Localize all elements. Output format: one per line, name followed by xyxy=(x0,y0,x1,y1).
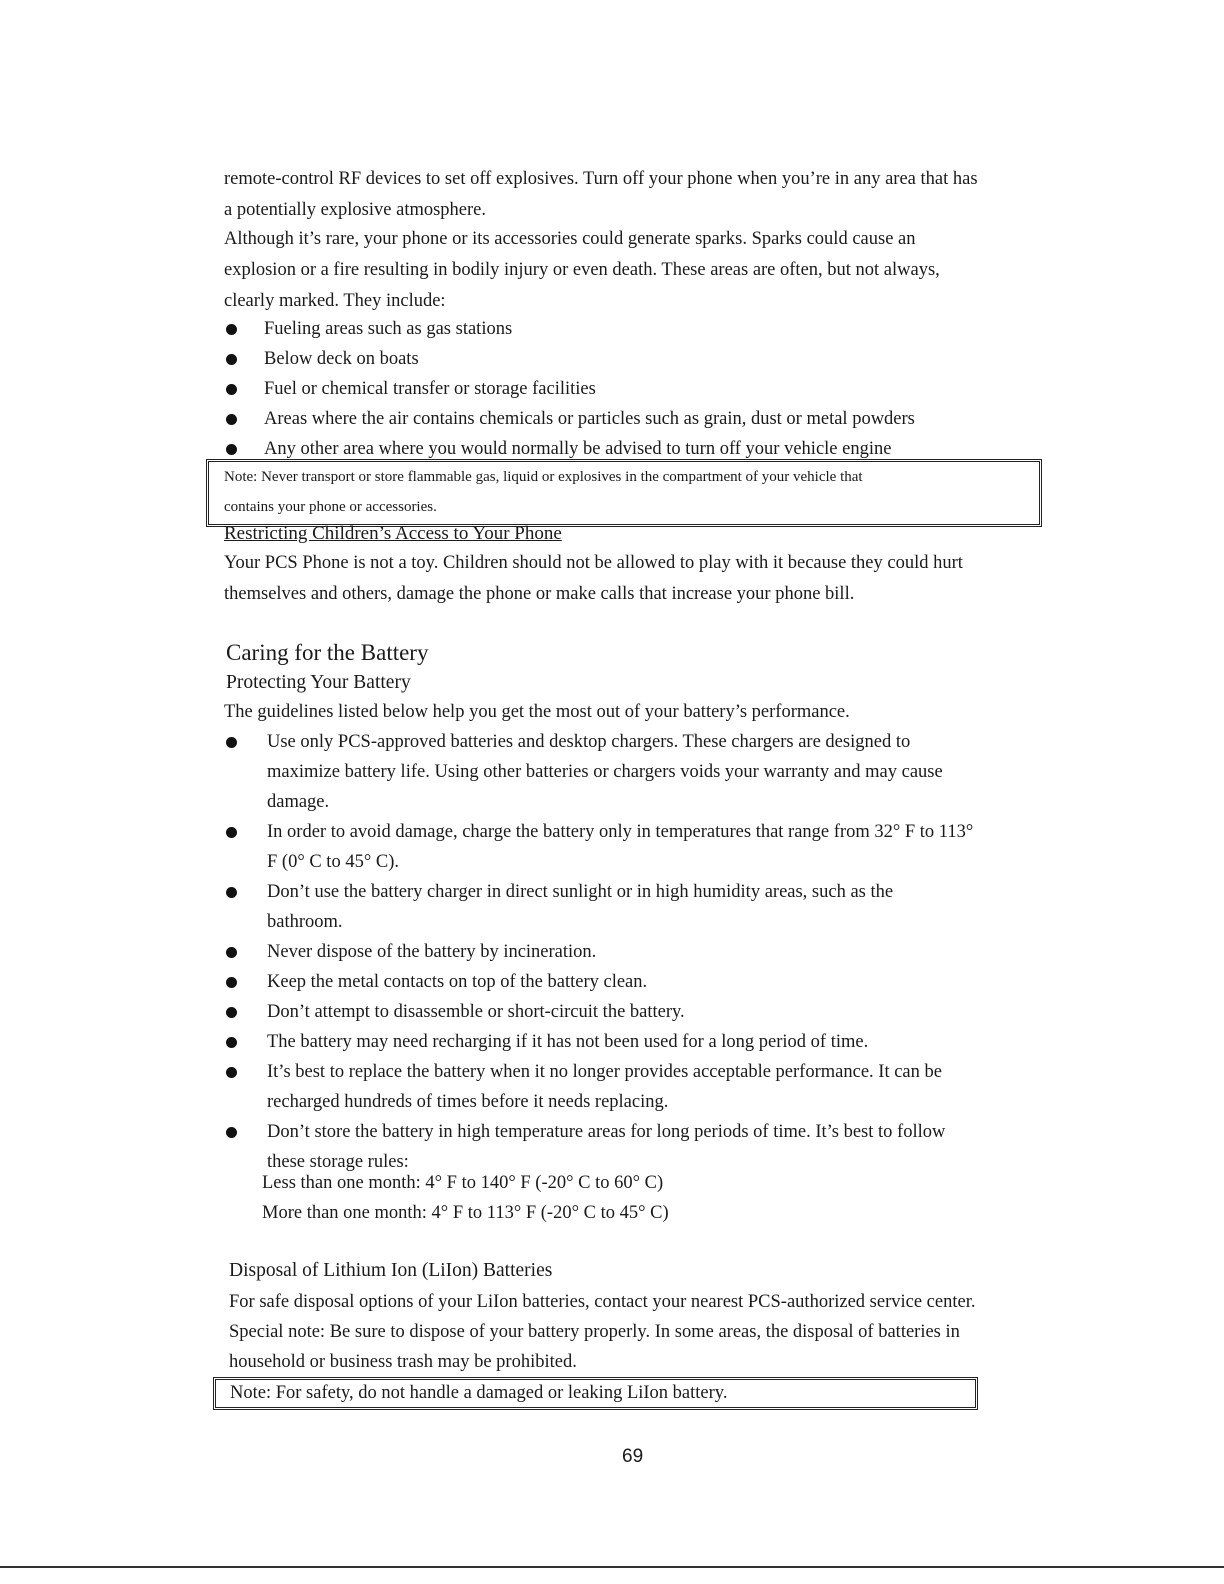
text-line: Special note: Be sure to dispose of your battery properly. In some areas, the disposal of batteries in xyxy=(229,1322,960,1342)
bullet-icon xyxy=(226,414,237,425)
page-bottom-rule xyxy=(0,1566,1224,1568)
note-line: Note: Never transport or store flammable gas, liquid or explosives in the compartment of your vehicle that xyxy=(224,469,863,485)
bullet-icon xyxy=(226,324,237,335)
bullet-icon xyxy=(226,977,237,988)
list-item-text: Fueling areas such as gas stations xyxy=(264,319,513,339)
battery-intro: The guidelines listed below help you get the most out of your battery’s performance. xyxy=(224,702,850,722)
text-line: clearly marked. They include: xyxy=(224,291,446,311)
text-line: maximize battery life. Using other batteries or chargers voids your warranty and may cause xyxy=(267,762,943,782)
list-item-text: Below deck on boats xyxy=(264,349,419,369)
list-item-text: Areas where the air contains chemicals or particles such as grain, dust or metal powders xyxy=(264,409,915,429)
list-item xyxy=(224,997,1044,1027)
text-line: Use only PCS-approved batteries and desktop chargers. These chargers are designed to xyxy=(267,732,911,752)
storage-rule: Less than one month: 4° F to 140° F (-20° C to 60° C) xyxy=(262,1173,664,1193)
text-line: Don’t attempt to disassemble or short-circuit the battery. xyxy=(267,1002,685,1022)
list-item xyxy=(224,344,1044,374)
section-title: Caring for the Battery xyxy=(226,640,429,665)
bullet-icon xyxy=(226,947,237,958)
list-item xyxy=(224,817,1044,877)
text-line: Don’t use the battery charger in direct sunlight or in high humidity areas, such as the xyxy=(267,882,894,902)
bullet-icon xyxy=(226,1037,237,1048)
text-line: explosion or a fire resulting in bodily injury or even death. These areas are often, but not always, xyxy=(224,260,940,280)
page-number: 69 xyxy=(622,1446,644,1467)
list-item-text: Any other area where you would normally be advised to turn off your vehicle engine xyxy=(264,439,892,459)
bullet-icon xyxy=(226,1067,237,1078)
bullet-icon xyxy=(226,737,237,748)
text-line: remote-control RF devices to set off explosives. Turn off your phone when you’re in any area that has xyxy=(224,169,978,189)
storage-rule: More than one month: 4° F to 113° F (-20° C to 45° C) xyxy=(262,1203,669,1223)
storage-rules xyxy=(262,1168,1022,1228)
list-item xyxy=(224,404,1044,434)
text-line: The battery may need recharging if it has not been used for a long period of time. xyxy=(267,1032,869,1052)
text-line: Your PCS Phone is not a toy. Children should not be allowed to play with it because they could hurt xyxy=(224,553,963,573)
list-item xyxy=(224,937,1044,967)
note-line: Note: For safety, do not handle a damaged or leaking LiIon battery. xyxy=(230,1383,728,1403)
disposal-heading: Disposal of Lithium Ion (LiIon) Batteries xyxy=(229,1260,553,1281)
text-line: F (0° C to 45° C). xyxy=(267,852,399,872)
bullet-icon xyxy=(226,384,237,395)
list-item xyxy=(224,967,1044,997)
text-line: Don’t store the battery in high temperature areas for long periods of time. It’s best to follow xyxy=(267,1122,946,1142)
children-section xyxy=(224,520,1044,548)
sparks-paragraph xyxy=(224,224,1044,317)
bullet-icon xyxy=(226,1007,237,1018)
text-line: In order to avoid damage, charge the battery only in temperatures that range from 32° F to 113° xyxy=(267,822,974,842)
bullet-icon xyxy=(226,444,237,455)
list-item xyxy=(224,727,1044,817)
bullet-icon xyxy=(226,887,237,898)
section-heading: Restricting Children’s Access to Your Phone xyxy=(224,523,562,544)
disposal-paragraph xyxy=(229,1287,1059,1377)
bullet-icon xyxy=(226,354,237,365)
text-line: themselves and others, damage the phone or make calls that increase your phone bill. xyxy=(224,584,855,604)
text-line: Although it’s rare, your phone or its accessories could generate sparks. Sparks could cause an xyxy=(224,229,916,249)
list-item xyxy=(224,374,1044,404)
text-line: household or business trash may be prohibited. xyxy=(229,1352,577,1372)
list-item xyxy=(224,1027,1044,1057)
subsection-title: Protecting Your Battery xyxy=(226,672,411,693)
text-line: For safe disposal options of your LiIon batteries, contact your nearest PCS-authorized service center. xyxy=(229,1292,976,1312)
hazard-area-list xyxy=(224,314,1044,464)
lilon-note-box xyxy=(213,1377,978,1410)
bullet-icon xyxy=(226,1127,237,1138)
list-item xyxy=(224,877,1044,937)
text-line: bathroom. xyxy=(267,912,343,932)
bullet-icon xyxy=(226,827,237,838)
text-line: recharged hundreds of times before it needs replacing. xyxy=(267,1092,669,1112)
list-item-text: Fuel or chemical transfer or storage facilities xyxy=(264,379,596,399)
vehicle-note-box xyxy=(206,459,1042,527)
note-line: contains your phone or accessories. xyxy=(224,499,437,515)
text-line: a potentially explosive atmosphere. xyxy=(224,200,487,220)
children-paragraph xyxy=(224,548,1044,610)
text-line: It’s best to replace the battery when it no longer provides acceptable performance. It can be xyxy=(267,1062,942,1082)
battery-guidelines-list xyxy=(224,727,1044,1177)
text-line: damage. xyxy=(267,792,330,812)
text-line: Keep the metal contacts on top of the battery clean. xyxy=(267,972,648,992)
text-line: Never dispose of the battery by incineration. xyxy=(267,942,597,962)
explosive-atmosphere-paragraph xyxy=(224,164,1044,226)
text-line: these storage rules: xyxy=(267,1152,409,1172)
list-item xyxy=(224,314,1044,344)
list-item xyxy=(224,1057,1044,1117)
